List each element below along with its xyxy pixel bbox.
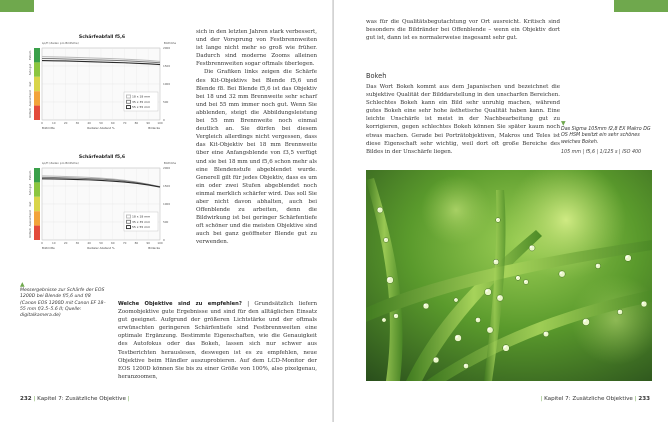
quality-band bbox=[34, 106, 40, 120]
y-tick-label: 500 bbox=[163, 220, 169, 224]
dew-drop bbox=[529, 245, 535, 251]
chapter-title: Kapitel 7: Zusätzliche Objektive bbox=[37, 396, 126, 402]
quality-band bbox=[34, 182, 40, 196]
dew-drop-highlight bbox=[455, 299, 456, 300]
y-tick-label: 2000 bbox=[163, 46, 171, 50]
body-column-left bbox=[196, 28, 317, 247]
x-tick-label: 90 bbox=[146, 241, 150, 245]
chapter-tab-right bbox=[614, 0, 668, 12]
x-tick-label: 100 bbox=[157, 121, 163, 125]
body-paragraph: sich in den letzten Jahren stark verbessert, und der Vorsprung von Festbrennweiten ist lange nicht mehr so groß wie früher. Dadurch sind moderne Zooms alleinen Festbrennweiten sogar oftmals überlegen. bbox=[196, 29, 317, 68]
chapter-title: Kapitel 7: Zusätzliche Objektive bbox=[544, 396, 633, 402]
body-paragraph: Die Grafiken links zeigen die Schärfe des Kit-Objektivs bei Blende f5,6 und Blende f8. Bei Blende f5,6 ist das Objektiv bei 18 und 32 mm Brennweite sehr scharf und bei 55 mm immer noch gut. Wenn Sie abblenden, steigt die Abbildungsleistung bei 55 mm Brennweite noch einmal deutlich an. Sie dürfen bei diesem Vergleich allerdings nicht vergessen, dass das Kit-Objektiv bei 18 mm Brennweite über eine Anfangsblende von f3,5 verfügt und sie bei 18 mm und f5,6 schon mehr als eine Blendenstufe abgeblendet wurde. Generell gilt für jedes Objektiv, dass es um ein oder zwei Stufen abgeblendet noch einmal merklich schärfer wird. Das soll Sie aber nicht davon abhalten, auch bei Offenblende zu arbeiten, denn die Bildwirkung ist bei geringer Schärfentiefe oft schöner und die meisten Objektive sind auch bei ganz geöffneter Blende gut zu verwenden. bbox=[196, 69, 317, 246]
quality-band bbox=[34, 226, 40, 240]
dew-drop-highlight bbox=[383, 319, 384, 320]
dew-drop-highlight bbox=[584, 320, 586, 322]
dew-drop-highlight bbox=[560, 272, 562, 274]
dew-drop-highlight bbox=[498, 296, 500, 298]
legend-swatch bbox=[127, 220, 131, 223]
dew-drop bbox=[455, 335, 462, 342]
quality-band-label: Gut bbox=[29, 81, 32, 87]
legend-swatch bbox=[127, 215, 131, 218]
left-axis-label: Lp/H (Zeilen pro Bildhöhe) bbox=[42, 161, 79, 165]
x-tick-label: 40 bbox=[87, 241, 91, 245]
quality-band-label: Extrem bbox=[29, 50, 32, 60]
quality-band-label: Ausreichend bbox=[29, 90, 32, 107]
dew-drop-highlight bbox=[494, 260, 496, 262]
dew-drop bbox=[595, 263, 600, 268]
dew-drop bbox=[454, 298, 458, 302]
dew-drop bbox=[503, 345, 510, 352]
sharpness-chart-2 bbox=[20, 150, 185, 257]
dew-drop bbox=[394, 314, 399, 319]
legend-label: 18 x 18 mm bbox=[132, 214, 151, 219]
body-paragraph: Das Wort Bokeh kommt aus dem Japanischen und bezeichnet die subjektive Qualität der Bilddarstellung in den unscharfen Bereichen. Schlechtes Bokeh kann ein Bild sehr unruhig machen, während gutes Bokeh eine sehr hohe ästhetische Qualität haben kann. Eine leichte Unschärfe ist meist in der Nachbearbeitung gut zu korrigieren, gegen schlechtes Bokeh können Sie später kaum noch etwas machen. Gerade bei Porträtobjektiven, Makros und Teles ist diese Eigenschaft sehr wichtig, weil dort oft große Bereiche des Bildes in der Unschärfe liegen. bbox=[366, 84, 560, 155]
dew-drop-highlight bbox=[496, 218, 497, 219]
x-tick-label: 0 bbox=[41, 241, 43, 245]
x-tick-label: 100 bbox=[157, 241, 163, 245]
dew-drop bbox=[497, 295, 503, 301]
right-axis-label: Bildhöhe bbox=[163, 41, 177, 45]
dew-drop-highlight bbox=[642, 302, 644, 304]
quality-band bbox=[34, 197, 40, 211]
dew-drop bbox=[496, 218, 501, 223]
chart-title: Schärfeabfall f5,6 bbox=[78, 35, 126, 40]
dew-drop bbox=[543, 331, 549, 337]
footer-separator: | bbox=[33, 396, 36, 402]
x-tick-label: 0 bbox=[41, 121, 43, 125]
legend-swatch bbox=[127, 226, 131, 229]
y-tick-label: 2000 bbox=[163, 166, 171, 170]
dew-drop bbox=[516, 276, 521, 281]
dew-drop-highlight bbox=[524, 280, 526, 282]
dew-drop bbox=[617, 309, 622, 314]
legend-swatch bbox=[127, 95, 131, 98]
dew-drop bbox=[485, 289, 492, 296]
dew-drop-highlight bbox=[394, 314, 396, 316]
legend-swatch bbox=[127, 106, 131, 109]
y-tick-label: 500 bbox=[163, 100, 169, 104]
caption-marker-up: ▲ bbox=[20, 281, 25, 288]
dew-drop bbox=[387, 277, 394, 284]
quality-band bbox=[34, 48, 40, 62]
figure-caption-left bbox=[20, 281, 108, 319]
quality-band-label: Sehr gut bbox=[29, 184, 32, 196]
dew-drop-highlight bbox=[596, 264, 598, 266]
y-tick-label: 1500 bbox=[163, 184, 171, 188]
footer-separator: | bbox=[540, 396, 543, 402]
x-axis-label: Radialer Abstand % bbox=[87, 126, 115, 130]
left-page bbox=[0, 0, 333, 422]
quality-band-label: Gut bbox=[29, 201, 32, 207]
x-tick-label: 40 bbox=[87, 121, 91, 125]
dew-drop-highlight bbox=[504, 346, 506, 348]
dew-drop bbox=[524, 280, 529, 285]
dew-drop bbox=[423, 303, 429, 309]
quality-band-label: Sehr gut bbox=[29, 64, 32, 76]
x-tick-label: 30 bbox=[75, 241, 80, 245]
x-tick-label: 80 bbox=[134, 121, 139, 125]
x-label-right: Bildecke bbox=[148, 246, 160, 250]
x-label-left: Bildmitte bbox=[42, 246, 55, 250]
body-section-objectives bbox=[118, 300, 317, 381]
section-heading: Bokeh bbox=[366, 72, 387, 80]
x-tick-label: 50 bbox=[99, 241, 103, 245]
dew-drop bbox=[641, 301, 647, 307]
quality-band bbox=[34, 62, 40, 76]
quality-band-label: Kritisch bbox=[29, 227, 32, 238]
y-tick-label: 1000 bbox=[163, 82, 171, 86]
footer-separator: | bbox=[127, 396, 130, 402]
quality-band bbox=[34, 91, 40, 105]
quality-band bbox=[34, 77, 40, 91]
quality-band-label: Extrem bbox=[29, 170, 32, 180]
dew-drop-highlight bbox=[488, 328, 490, 330]
legend-label: 55 x 55 mm bbox=[132, 225, 151, 230]
x-tick-label: 70 bbox=[122, 241, 127, 245]
caption-text: Das Sigma 105mm f2,8 EX Makro DG OS HSM besitzt ein sehr schönes weiches Bokeh. bbox=[561, 127, 651, 145]
x-tick-label: 20 bbox=[63, 121, 68, 125]
dew-drop-highlight bbox=[530, 246, 532, 248]
legend-label: 35 x 35 mm bbox=[132, 219, 151, 224]
dew-drop-highlight bbox=[618, 310, 620, 312]
bokeh-section bbox=[366, 72, 560, 156]
right-axis-label: Bildhöhe bbox=[163, 161, 177, 165]
dew-drop-highlight bbox=[476, 318, 478, 320]
chart-title: Schärfeabfall f5,6 bbox=[78, 155, 126, 160]
dew-drop-highlight bbox=[424, 304, 426, 306]
y-tick-label: 1000 bbox=[163, 202, 171, 206]
dew-drop-highlight bbox=[626, 256, 628, 258]
x-tick-label: 70 bbox=[122, 121, 127, 125]
dew-drop-highlight bbox=[388, 278, 390, 280]
x-tick-label: 50 bbox=[99, 121, 103, 125]
body-paragraph bbox=[118, 300, 317, 381]
x-tick-label: 80 bbox=[134, 241, 139, 245]
y-tick-label: 0 bbox=[163, 238, 165, 242]
bokeh-macro-photo bbox=[366, 170, 652, 381]
body-column-right-top bbox=[366, 18, 560, 42]
page-footer-right bbox=[540, 396, 650, 402]
dew-drop bbox=[493, 259, 499, 265]
section-lead-in: Welche Objektive sind zu empfehlen? bbox=[118, 301, 242, 307]
x-axis-label: Radialer Abstand % bbox=[87, 246, 115, 250]
left-axis-label: Lp/H (Zeilen pro Bildhöhe) bbox=[42, 41, 79, 45]
figure-caption-right bbox=[561, 120, 651, 156]
y-tick-label: 0 bbox=[163, 118, 165, 122]
quality-band bbox=[34, 168, 40, 182]
y-tick-label: 1500 bbox=[163, 64, 171, 68]
x-tick-label: 60 bbox=[111, 121, 115, 125]
x-tick-label: 10 bbox=[52, 121, 56, 125]
page-number: 232 bbox=[20, 396, 32, 402]
dew-drop-highlight bbox=[434, 358, 436, 360]
chapter-tab-left bbox=[0, 0, 34, 12]
x-tick-label: 60 bbox=[111, 241, 115, 245]
dew-drop bbox=[433, 357, 439, 363]
grass-dewdrops-image bbox=[366, 170, 652, 381]
dew-drop-highlight bbox=[456, 336, 458, 338]
exposure-specs: 105 mm | f5,6 | 1/125 s | ISO 400 bbox=[561, 149, 642, 155]
dew-drop bbox=[384, 238, 389, 243]
dew-drop-highlight bbox=[464, 364, 466, 366]
x-label-right: Bildecke bbox=[148, 126, 160, 130]
legend-label: 18 x 18 mm bbox=[132, 94, 151, 99]
x-tick-label: 30 bbox=[75, 121, 80, 125]
dew-drop bbox=[377, 207, 383, 213]
quality-band-label: Ausreichend bbox=[29, 210, 32, 227]
sharpness-chart-1 bbox=[20, 30, 185, 137]
caption-marker-down: ▼ bbox=[561, 120, 566, 127]
dew-drop bbox=[463, 363, 468, 368]
page-number: 233 bbox=[638, 396, 650, 402]
caption-text: Messergebnisse zur Schärfe der EOS 1200D bei Blende f/5,6 und f/8 (Canon EOS 1200D mit Canon EF 18–55 mm f/3.5–5.6 II; Quelle: digitalkamera.de) bbox=[20, 288, 106, 319]
x-label-left: Bildmitte bbox=[42, 126, 55, 130]
dew-drop bbox=[475, 317, 480, 322]
x-tick-label: 10 bbox=[52, 241, 56, 245]
dew-drop bbox=[487, 327, 493, 333]
dew-drop bbox=[582, 318, 589, 325]
quality-band-label: Kritisch bbox=[29, 107, 32, 118]
section-text: | Grundsätzlich liefern Zoomobjektive gute Ergebnisse und sind für den alltäglichen Einsatz gut geeignet. Aufgrund der größeren Lichtstärke und der oftmals erwünschten geringeren Schärfentiefe sind Festbrennweiten eine optimale Ergänzung. Bestimmte Eigenschaften, wie die Genauigkeit des Autofokus oder das Bokeh, lassen sich nur schwer aus Testberichten herauslesen, deswegen ist es zu empfehlen, neue Objektive beim Händler auszuprobieren. Auf dem LCD-Monitor der EOS 1200D können Sie bis zu einer Größe von 100%, also pixelgenau, heranzoomen, bbox=[118, 301, 317, 380]
dew-drop-highlight bbox=[486, 290, 488, 292]
dew-drop bbox=[625, 255, 632, 262]
legend-label: 35 x 35 mm bbox=[132, 99, 151, 104]
x-tick-label: 90 bbox=[146, 121, 150, 125]
dew-drop-highlight bbox=[516, 276, 517, 277]
legend-label: 55 x 55 mm bbox=[132, 105, 151, 110]
dew-drop bbox=[559, 271, 565, 277]
legend-swatch bbox=[127, 100, 131, 103]
footer-separator: | bbox=[634, 396, 637, 402]
dew-drop-highlight bbox=[544, 332, 546, 334]
dew-drop-highlight bbox=[378, 208, 380, 210]
body-paragraph: was für die Qualitätsbegutachtung vor Ort ausreicht. Kritisch sind besonders die Bildränder bei Offenblende – wenn ein Objektiv dort gut ist, dann ist es normalerweise insgesamt sehr gut. bbox=[366, 19, 560, 42]
dew-drop-highlight bbox=[384, 238, 386, 240]
dew-drop bbox=[382, 318, 386, 322]
quality-band bbox=[34, 211, 40, 225]
x-tick-label: 20 bbox=[63, 241, 68, 245]
page-footer-left bbox=[20, 396, 130, 402]
